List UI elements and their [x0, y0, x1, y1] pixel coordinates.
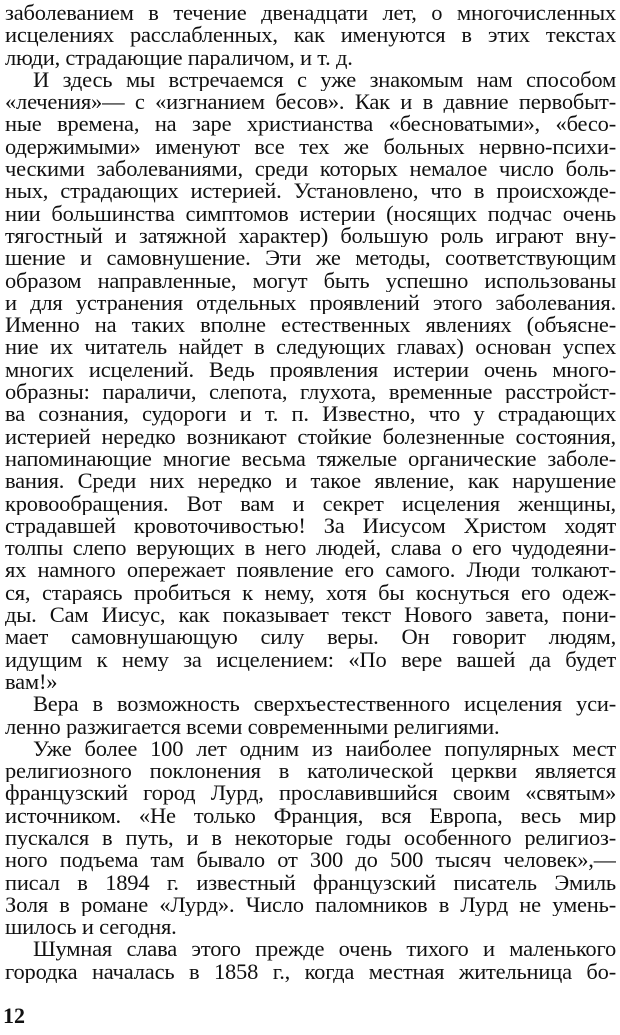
- text-line: образом направленные, могут быть успешно использованы: [5, 269, 616, 292]
- text-line: идущим к нему за исцелением: «По вере вашей да будет: [5, 648, 616, 671]
- text-line: ного подъема там бывало от 300 до 500 тысяч человек»,—: [5, 849, 616, 872]
- text-line: шение и самовнушение. Эти же методы, соответствующим: [5, 247, 616, 270]
- text-line: пускался в путь, и в некоторые годы особенного религиоз-: [5, 826, 616, 850]
- text-line: шилось и сегодня.: [5, 916, 177, 939]
- text-line: кровообращения. Вот вам и секрет исцеления женщины,: [5, 492, 616, 515]
- text-line: заболеванием в течение двенадцати лет, о многочисленных: [5, 2, 616, 25]
- text-line: вания. Среди них нередко и такое явление, как нарушение: [5, 470, 616, 493]
- text-line: И здесь мы встречаемся с уже знакомым нам способом: [33, 68, 616, 92]
- text-line: Шумная слава этого прежде очень тихого и маленького: [33, 938, 616, 961]
- text-line: люди, страдающие параличом, и т. д.: [5, 46, 353, 69]
- text-line: источником. «Не только Франция, вся Европа, весь мир: [5, 804, 616, 827]
- text-line: вам!»: [5, 670, 58, 694]
- text-line: образны: параличи, слепота, глухота, временные расстройст-: [5, 381, 616, 404]
- text-line: нии большинства симптомов истерии (носящих подчас очень: [5, 202, 616, 225]
- text-line: ях намного опережает появление его самого. Люди толкают-: [5, 559, 616, 582]
- text-line: мает самовнушающую силу веры. Он говорит людям,: [5, 626, 616, 649]
- text-line: ленно разжигается всеми современными религиями.: [5, 715, 500, 738]
- text-line: Вера в возможность сверхъестественного исцеления уси-: [33, 693, 616, 716]
- text-line: религиозного поклонения в католической церкви является: [5, 760, 616, 783]
- text-line: и для устранения отдельных проявлений этого заболевания.: [5, 291, 616, 315]
- page-number: 12: [3, 1003, 25, 1028]
- text-line: ческими заболеваниями, среди которых немалое число боль-: [5, 158, 616, 181]
- text-line: ся, стараясь пробиться к нему, хотя бы коснуться его одеж-: [5, 581, 616, 605]
- text-line: Уже более 100 лет одним из наиболее популярных мест: [33, 737, 616, 761]
- text-line: Именно на таких вполне естественных явлениях (объясне-: [5, 314, 616, 337]
- text-line: тягостный и затяжной характер) большую роль играют вну-: [5, 224, 616, 248]
- text-line: ды. Сам Иисус, как показывает текст Нового завета, пони-: [5, 604, 616, 627]
- text-line: ва сознания, судороги и т. п. Известно, что у страдающих: [5, 403, 616, 426]
- text-line: городка началась в 1858 г., когда местная жительница бо-: [5, 960, 616, 984]
- text-line: напоминающие многие весьма тяжелые органические заболе-: [5, 447, 616, 471]
- text-line: многих исцелений. Ведь проявления истерии очень много-: [5, 358, 616, 382]
- text-line: истерией нередко возникают стойкие болезненные состояния,: [5, 425, 616, 448]
- text-line: ние их читатель найдет в следующих главах) основан успех: [5, 336, 616, 359]
- text-line: страдавшей кровоточивостью! За Иисусом Христом ходят: [5, 514, 616, 538]
- text-line: ных, страдающих истерией. Установлено, что в происхожде-: [5, 180, 616, 203]
- text-line: Золя в романе «Лурд». Число паломников в Лурд не умень-: [5, 893, 616, 917]
- text-line: писал в 1894 г. известный французский писатель Эмиль: [5, 871, 616, 894]
- text-line: ные времена, на заре христианства «бесноватыми», «бесо-: [5, 113, 616, 136]
- text-line: «лечения»— с «изгнанием бесов». Как и в давние первобыт-: [5, 91, 616, 114]
- text-line: толпы слепо верующих в него людей, слава о его чудодеяни-: [5, 537, 616, 560]
- text-line: одержимыми» именуют все тех же больных нервно-психи-: [5, 135, 616, 159]
- text-line: французский город Лурд, прославившийся своим «святым»: [5, 782, 616, 805]
- page-body: [5, 2, 616, 983]
- text-line: исцелениях расслабленных, как именуются в этих текстах: [5, 24, 616, 47]
